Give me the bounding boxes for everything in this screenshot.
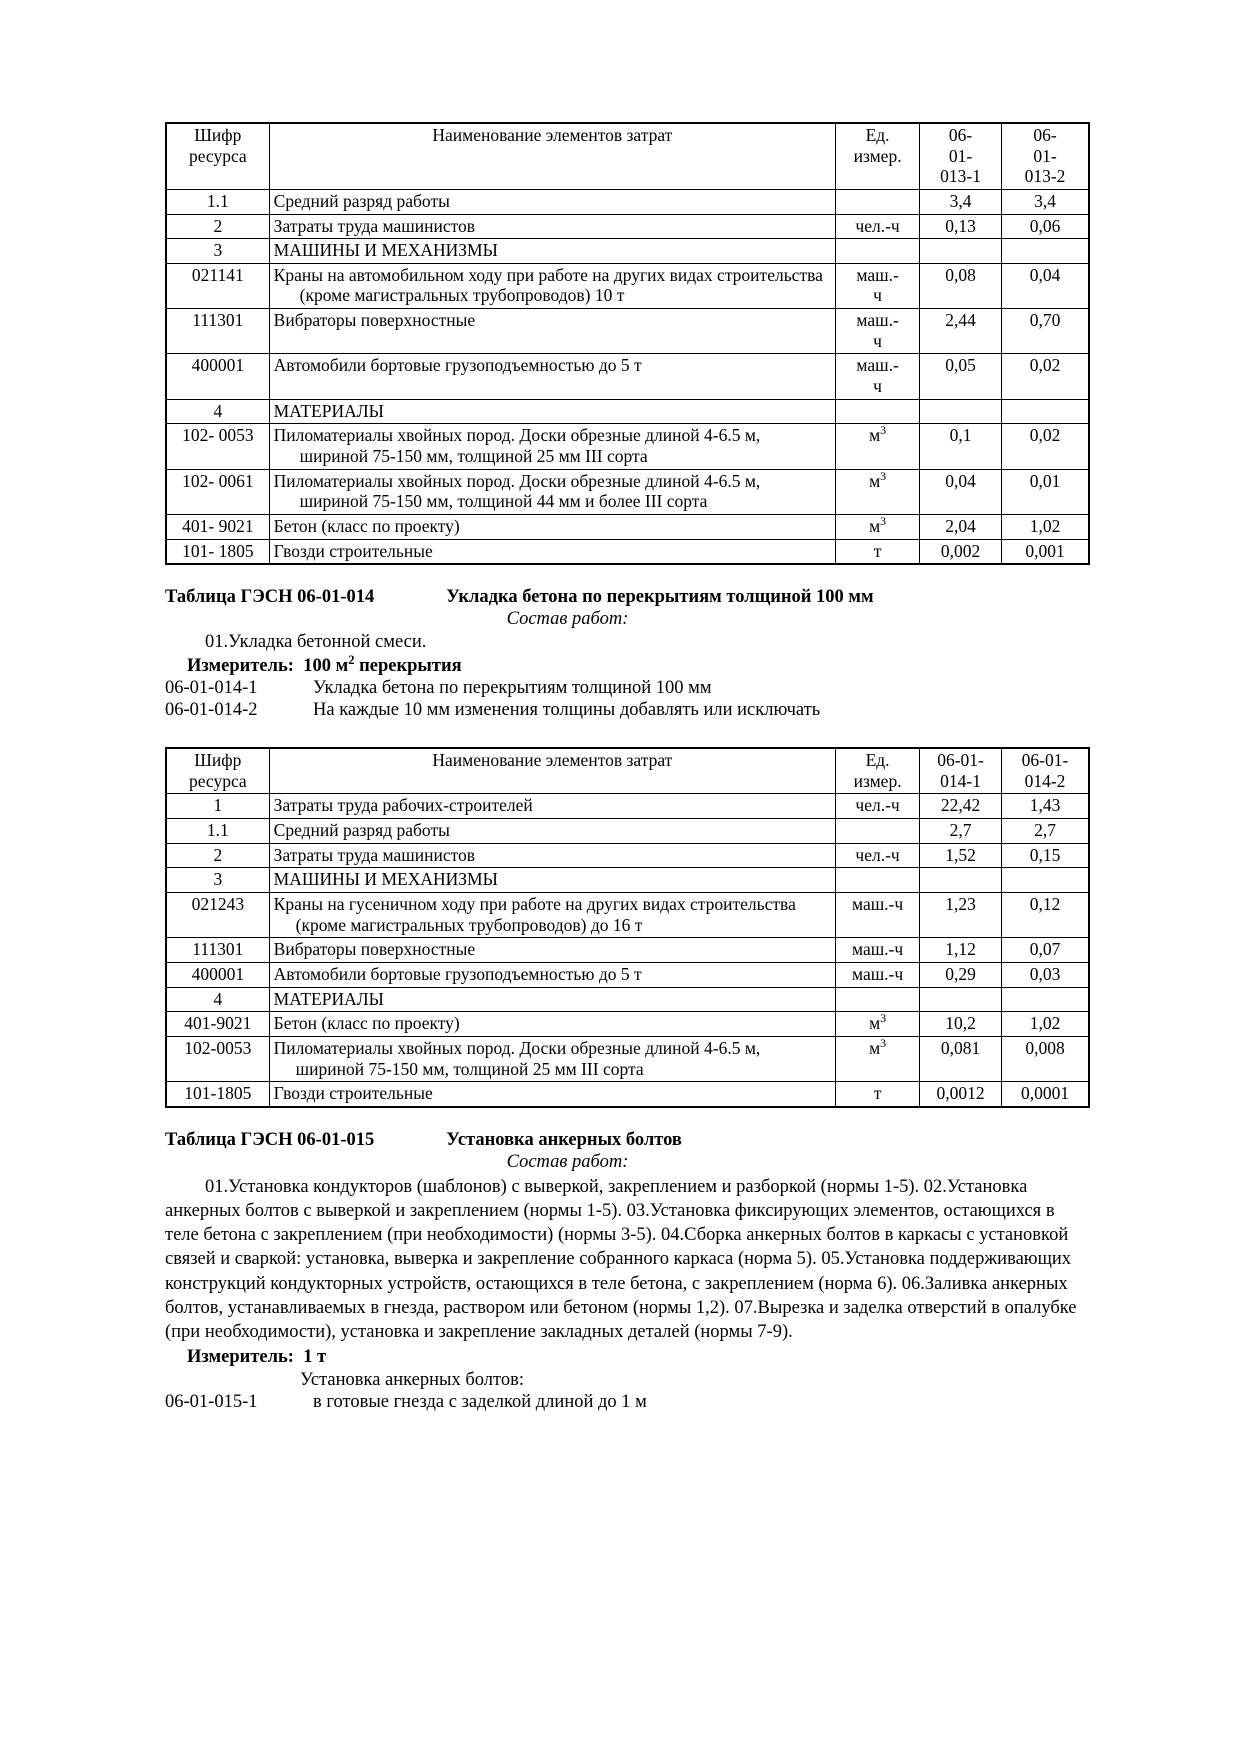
cell-name	[269, 263, 835, 308]
header-cell-code	[166, 748, 269, 794]
table-group-row-materials	[166, 987, 1089, 1012]
header-cell-unit	[836, 123, 920, 189]
work-item-014: 01.Укладка бетонной смеси.	[205, 632, 427, 653]
table-row	[166, 843, 1089, 868]
norm-line-014-2	[165, 700, 1090, 721]
cell-code: 400001	[166, 962, 269, 987]
cell-value1: 0,081	[920, 1036, 1002, 1081]
section-title-06-01-015	[165, 1130, 1090, 1151]
section-table-label: Таблица ГЭСН 06-01-015	[165, 1129, 375, 1150]
cell-unit: $м^3$	[836, 1012, 920, 1037]
cell-code: 102-0053	[166, 1036, 269, 1081]
cell-value1: 0,29	[920, 962, 1002, 987]
table-row	[166, 1012, 1089, 1037]
table-row	[166, 794, 1089, 819]
cell-unit: чел.-ч	[836, 843, 920, 868]
cell-name-text: Пиломатериалы хвойных пород. Доски обрезные длиной 4-6.5 м, шириной 75-150 мм, толщиной 25 мм III сорта	[273, 425, 761, 466]
cell-value2: 0,12	[1002, 893, 1090, 938]
table-group-row-machines	[166, 868, 1089, 893]
cell-value1: 0,08	[920, 263, 1002, 308]
cell-unit: $м^3$	[836, 424, 920, 469]
header-code-line2: ресурса	[188, 145, 247, 166]
header-unit-line2: измер.	[853, 770, 902, 791]
header-v1-line3: 013-1	[940, 166, 981, 187]
header-v2-line1: 06-01-	[1021, 750, 1069, 771]
cell-name: Автомобили бортовые грузоподъемностью до 5 т	[269, 962, 835, 987]
izmeritel-014	[165, 653, 1090, 677]
izmeritel-label: Измеритель:	[187, 1347, 294, 1368]
izmeritel-value-post: перекрытия	[354, 656, 462, 677]
section-015-body-first: 01.Установка кондукторов (шаблонов) с выверкой, закреплением и разборкой (нормы 1-5).	[205, 1176, 920, 1197]
cell-unit	[836, 239, 920, 264]
cell-code-line1: 102-	[182, 425, 215, 446]
cell-value1: 0,0012	[920, 1082, 1002, 1107]
norm-code: 06-01-015-1	[165, 1392, 258, 1413]
header-unit-line2: измер.	[853, 145, 902, 166]
cell-name	[269, 424, 835, 469]
cell-value1: 0,04	[920, 469, 1002, 514]
table-row	[166, 962, 1089, 987]
header-v1-line2: 014-1	[940, 770, 981, 791]
cell-unit	[836, 399, 920, 424]
cell-unit: маш.-ч	[836, 962, 920, 987]
section-table-name: Укладка бетона по перекрытиям толщиной 100 мм	[446, 587, 874, 608]
cell-code: 101-1805	[166, 1082, 269, 1107]
sub-head-015: Установка анкерных болтов:	[300, 1370, 524, 1391]
cell-value1: 10,2	[920, 1012, 1002, 1037]
cell-code	[166, 469, 269, 514]
cell-code: 2	[166, 843, 269, 868]
cell-value2: 0,70	[1002, 309, 1090, 354]
table-header-row	[166, 123, 1089, 189]
cell-name: Гвозди строительные	[269, 539, 835, 564]
cell-value1: 1,52	[920, 843, 1002, 868]
header-unit-line1: Ед.	[865, 125, 890, 145]
table-row	[166, 539, 1089, 564]
table-row	[166, 893, 1089, 938]
cell-value2: 0,001	[1002, 539, 1090, 564]
cell-unit	[836, 819, 920, 844]
cell-code-line2: 1805	[218, 540, 254, 561]
cell-name: МАТЕРИАЛЫ	[269, 987, 835, 1012]
cell-value2: 0,01	[1002, 469, 1090, 514]
cell-value1	[920, 399, 1002, 424]
cell-unit: маш.- ч	[836, 309, 920, 354]
izmeritel-value-sup: 2	[348, 653, 355, 668]
cell-value2: 0,03	[1002, 962, 1090, 987]
cell-name: Гвозди строительные	[269, 1082, 835, 1107]
cell-name: МАТЕРИАЛЫ	[269, 399, 835, 424]
cell-name: Автомобили бортовые грузоподъемностью до 5 т	[269, 354, 835, 399]
cell-value1: 0,13	[920, 214, 1002, 239]
cell-unit: чел.-ч	[836, 214, 920, 239]
table-row	[166, 1082, 1089, 1107]
table-row	[166, 354, 1089, 399]
cell-code-line2: 9021	[218, 515, 254, 536]
cell-value1: 0,05	[920, 354, 1002, 399]
cell-name-text: Краны на автомобильном ходу при работе на других видах строительства (кроме магистральных трубопроводов) 10 т	[273, 264, 823, 306]
section-015-body-rest: 02.Установка анкерных болтов с выверкой и закреплением (нормы 1-5). 03.Установка фиксирующих элементов, остающихся в теле бетона с закреплением (при необходимости) (нормы 3-5). 04.Сборка анкерных болтов в каркасы с установкой связей и сваркой: установка, выверка и закрепление собранного каркаса (норма 5). 05.Установка поддерживающих конструкций кондукторных устройств, остающихся в теле бетона, с закреплением (норма 6). 06.Заливка анкерных болтов, устанавливаемых в гнезда, раствором или бетоном (нормы 1,2). 07.Вырезка и заделка отверстий в опалубке (при необходимости), установка и закрепление закладных деталей (нормы 7-9).	[165, 1176, 1077, 1343]
table-row	[166, 938, 1089, 963]
norm-text: в готовые гнезда с заделкой длиной до 1 м	[313, 1392, 647, 1413]
section-table-label: Таблица ГЭСН 06-01-014	[165, 587, 375, 608]
cell-name-text: Краны на гусеничном ходу при работе на других видах строительства (кроме магистральных трубопроводов) до 16 т	[273, 894, 796, 935]
header-cell-value2	[1002, 748, 1090, 794]
cell-unit: маш.- ч	[836, 354, 920, 399]
cell-name: Затраты труда рабочих-строителей	[269, 794, 835, 819]
table-row	[166, 214, 1089, 239]
norm-line-015-1	[165, 1392, 1090, 1413]
cell-value2	[1002, 868, 1090, 893]
cell-name: МАШИНЫ И МЕХАНИЗМЫ	[269, 239, 835, 264]
cell-code-line1: 102-	[182, 470, 215, 491]
header-code-line1: Шифр	[194, 750, 242, 771]
cell-value1: 2,7	[920, 819, 1002, 844]
header-v2-line2: 014-2	[1024, 770, 1066, 791]
cell-value2	[1002, 987, 1090, 1012]
cell-value2: 0,008	[1002, 1036, 1090, 1081]
table-row	[166, 309, 1089, 354]
cell-code	[166, 539, 269, 564]
cell-code: 021243	[166, 893, 269, 938]
cell-value2: 0,0001	[1002, 1082, 1090, 1107]
sostav-label-014: Состав работ:	[506, 609, 629, 630]
cell-name	[269, 893, 835, 938]
cell-name-text: Пиломатериалы хвойных пород. Доски обрезные длиной 4-6.5 м, шириной 75-150 мм, толщиной 25 мм III сорта	[273, 1037, 761, 1079]
cell-unit: $м^3$	[836, 514, 920, 539]
sostav-label-015: Состав работ:	[506, 1151, 629, 1172]
cell-code: 3	[166, 868, 269, 893]
cell-code-line1: 101-	[182, 540, 215, 561]
cell-value2: 1,02	[1002, 514, 1090, 539]
cell-value2: 2,7	[1002, 819, 1090, 844]
header-v1-line1: 06-01-	[937, 750, 984, 771]
header-v2-line3: 013-2	[1024, 166, 1066, 187]
cell-name	[269, 469, 835, 514]
cell-code-line2: 0053	[218, 425, 254, 446]
norm-line-014-1	[165, 678, 1090, 699]
table-group-row-materials	[166, 399, 1089, 424]
resource-table-06-01-013	[165, 122, 1090, 565]
section-table-name: Установка анкерных болтов	[446, 1129, 682, 1150]
header-code-line2: ресурса	[188, 770, 247, 791]
cell-code: 111301	[166, 938, 269, 963]
table-row	[166, 263, 1089, 308]
cell-code: 3	[166, 239, 269, 264]
cell-unit	[836, 868, 920, 893]
header-cell-value1	[920, 748, 1002, 794]
resource-table-06-01-014	[165, 747, 1090, 1108]
cell-unit: т	[836, 539, 920, 564]
cell-code: 400001	[166, 354, 269, 399]
table-row	[166, 1036, 1089, 1081]
cell-code	[166, 514, 269, 539]
izmeritel-015	[165, 1347, 1090, 1368]
cell-name: Бетон (класс по проекту)	[269, 1012, 835, 1037]
header-v1-line2: 01-	[948, 145, 973, 166]
cell-unit	[836, 189, 920, 214]
cell-value1: 0,002	[920, 539, 1002, 564]
header-cell-unit	[836, 748, 920, 794]
header-code-line1: Шифр	[194, 125, 242, 145]
cell-value2	[1002, 239, 1090, 264]
cell-code: 401-9021	[166, 1012, 269, 1037]
cell-name: Затраты труда машинистов	[269, 843, 835, 868]
table-row	[166, 424, 1089, 469]
table-row	[166, 514, 1089, 539]
header-cell-value2	[1002, 123, 1090, 189]
cell-value1	[920, 868, 1002, 893]
cell-unit: чел.-ч	[836, 794, 920, 819]
cell-value2: 1,02	[1002, 1012, 1090, 1037]
table-row	[166, 469, 1089, 514]
cell-code: 1.1	[166, 189, 269, 214]
header-unit-line1: Ед.	[865, 750, 890, 771]
table-header-row	[166, 748, 1089, 794]
cell-code: 1.1	[166, 819, 269, 844]
cell-value1: 0,1	[920, 424, 1002, 469]
cell-code: 4	[166, 987, 269, 1012]
cell-name: Затраты труда машинистов	[269, 214, 835, 239]
izmeritel-label: Измеритель:	[187, 656, 294, 677]
cell-code: 2	[166, 214, 269, 239]
cell-name-text: Пиломатериалы хвойных пород. Доски обрезные длиной 4-6.5 м, шириной 75-150 мм, толщиной 44 мм и более III сорта	[273, 470, 761, 512]
cell-value2	[1002, 399, 1090, 424]
header-cell-name: Наименование элементов затрат	[269, 748, 835, 794]
cell-unit	[836, 987, 920, 1012]
cell-code: 021141	[166, 263, 269, 308]
cell-value1: 3,4	[920, 189, 1002, 214]
header-cell-name: Наименование элементов затрат	[269, 123, 835, 189]
cell-value1	[920, 987, 1002, 1012]
cell-unit: $м^3$	[836, 1036, 920, 1081]
cell-value1: 2,44	[920, 309, 1002, 354]
cell-name: Средний разряд работы	[269, 189, 835, 214]
cell-unit: маш.- ч	[836, 263, 920, 308]
spacer	[165, 721, 1090, 747]
table-row	[166, 819, 1089, 844]
cell-value2: 0,15	[1002, 843, 1090, 868]
cell-value2: 3,4	[1002, 189, 1090, 214]
section-015-body	[165, 1175, 1090, 1345]
cell-value1	[920, 239, 1002, 264]
header-v2-line1: 06-	[1033, 125, 1057, 145]
norm-text: На каждые 10 мм изменения толщины добавлять или исключать	[313, 700, 821, 721]
norm-code: 06-01-014-2	[165, 700, 258, 721]
cell-unit: маш.-ч	[836, 938, 920, 963]
cell-unit: маш.-ч	[836, 893, 920, 938]
header-cell-value1	[920, 123, 1002, 189]
table-row	[166, 189, 1089, 214]
section-title-06-01-014	[165, 587, 1090, 608]
norm-text: Укладка бетона по перекрытиям толщиной 100 мм	[313, 678, 712, 699]
cell-value1: 22,42	[920, 794, 1002, 819]
table-group-row-machines	[166, 239, 1089, 264]
cell-name: МАШИНЫ И МЕХАНИЗМЫ	[269, 868, 835, 893]
cell-value2: 0,02	[1002, 424, 1090, 469]
header-v2-line2: 01-	[1033, 145, 1057, 166]
cell-name: Вибраторы поверхностные	[269, 309, 835, 354]
izmeritel-value: 100 м	[303, 656, 349, 677]
cell-name: Бетон (класс по проекту)	[269, 514, 835, 539]
cell-code-line1: 401-	[182, 515, 215, 536]
cell-value1: 1,23	[920, 893, 1002, 938]
izmeritel-value: 1 т	[303, 1347, 327, 1368]
norm-code: 06-01-014-1	[165, 678, 258, 699]
cell-code-line2: 0061	[218, 470, 254, 491]
header-cell-code	[166, 123, 269, 189]
cell-code	[166, 424, 269, 469]
cell-name: Средний разряд работы	[269, 819, 835, 844]
cell-unit: $м^3$	[836, 469, 920, 514]
cell-unit: т	[836, 1082, 920, 1107]
cell-name: Вибраторы поверхностные	[269, 938, 835, 963]
cell-code: 4	[166, 399, 269, 424]
header-v1-line1: 06-	[948, 125, 973, 145]
cell-value2: 0,04	[1002, 263, 1090, 308]
cell-name	[269, 1036, 835, 1081]
cell-value2: 0,07	[1002, 938, 1090, 963]
cell-code: 111301	[166, 309, 269, 354]
cell-value1: 1,12	[920, 938, 1002, 963]
cell-value2: 0,06	[1002, 214, 1090, 239]
cell-value2: 1,43	[1002, 794, 1090, 819]
cell-value2: 0,02	[1002, 354, 1090, 399]
cell-value1: 2,04	[920, 514, 1002, 539]
cell-code: 1	[166, 794, 269, 819]
